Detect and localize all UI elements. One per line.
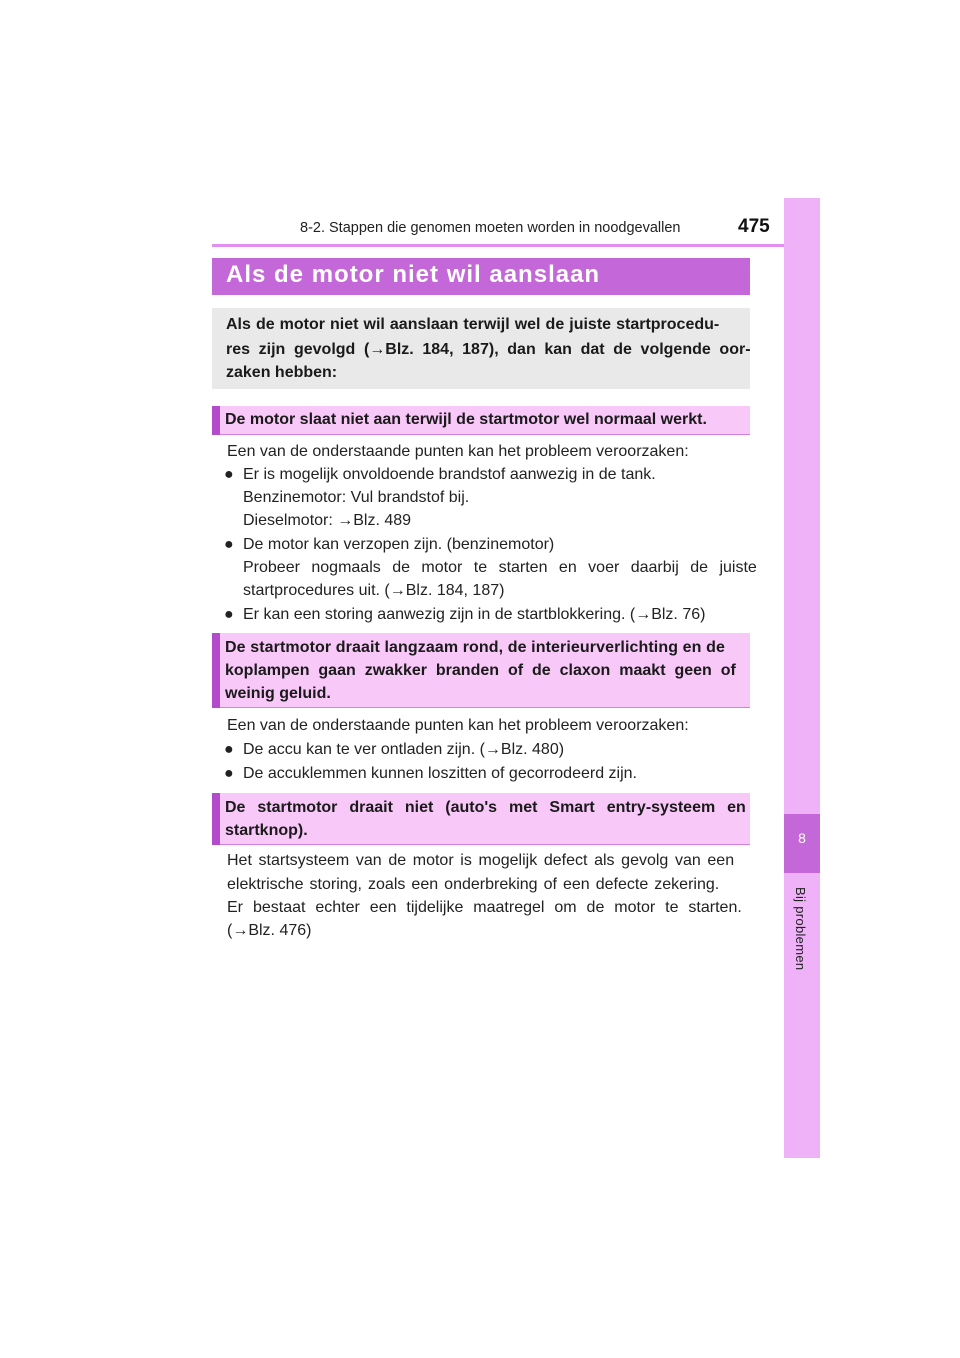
body-text-line: Er bestaat echter een tijdelijke maatregel om de motor te starten. [227, 899, 742, 916]
subsection-heading: weinig geluid. [225, 685, 331, 702]
header-rule [212, 244, 820, 247]
list-item: Er kan een storing aanwezig zijn in de startblokkering. (→Blz. 76) [243, 606, 706, 623]
list-item-line: startprocedures uit. (→Blz. 184, 187) [243, 582, 505, 599]
list-item: De accuklemmen kunnen loszitten of gecorrodeerd zijn. [243, 765, 637, 782]
list-item: Er is mogelijk onvoldoende brandstof aanwezig in de tank. [243, 466, 656, 483]
list-item-line: Probeer nogmaals de motor te starten en voer daarbij de juiste [243, 559, 757, 576]
lead-text: Een van de onderstaande punten kan het probleem veroorzaken: [227, 717, 689, 734]
subsection-heading: startknop). [225, 822, 308, 839]
list-item-line: Benzinemotor: Vul brandstof bij. [243, 489, 470, 506]
section-header: 8-2. Stappen die genomen moeten worden in noodgevallen [300, 220, 681, 236]
section-title: Als de motor niet wil aanslaan [226, 261, 601, 288]
bullet-icon: ● [224, 466, 234, 483]
intro-line: res zijn gevolgd (→Blz. 184, 187), dan kan dat de volgende oor- [226, 341, 751, 358]
subsection-heading-bar [212, 793, 220, 845]
subsection-heading: De motor slaat niet aan terwijl de startmotor wel normaal werkt. [225, 411, 707, 428]
list-item: De accu kan te ver ontladen zijn. (→Blz. 480) [243, 741, 565, 758]
subsection-heading-bar [212, 406, 220, 435]
subsection-heading: De startmotor draait langzaam rond, de interieurverlichting en de [225, 639, 725, 656]
bullet-icon: ● [224, 606, 234, 623]
list-item: De motor kan verzopen zijn. (benzinemotor) [243, 536, 555, 553]
intro-line: Als de motor niet wil aanslaan terwijl wel de juiste startprocedu- [226, 316, 720, 333]
body-text-line: elektrische storing, zoals een onderbreking of een defecte zekering. [227, 876, 720, 893]
subsection-heading-bar [212, 633, 220, 708]
chapter-number: 8 [798, 830, 806, 846]
chapter-side-tab [784, 198, 820, 1158]
bullet-icon: ● [224, 765, 234, 782]
body-text-line: Het startsysteem van de motor is mogelijk defect als gevolg van een [227, 852, 735, 869]
page-number: 475 [738, 216, 770, 237]
chapter-label: Bij problemen [793, 887, 808, 971]
bullet-icon: ● [224, 741, 234, 758]
lead-text: Een van de onderstaande punten kan het probleem veroorzaken: [227, 443, 689, 460]
intro-line: zaken hebben: [226, 364, 338, 381]
body-text-line: (→Blz. 476) [227, 922, 312, 939]
subsection-heading: De startmotor draait niet (auto's met Smart entry-systeem en [225, 799, 746, 816]
subsection-heading: koplampen gaan zwakker branden of de claxon maakt geen of [225, 662, 736, 679]
bullet-icon: ● [224, 536, 234, 553]
list-item-line: Dieselmotor: →Blz. 489 [243, 512, 412, 529]
